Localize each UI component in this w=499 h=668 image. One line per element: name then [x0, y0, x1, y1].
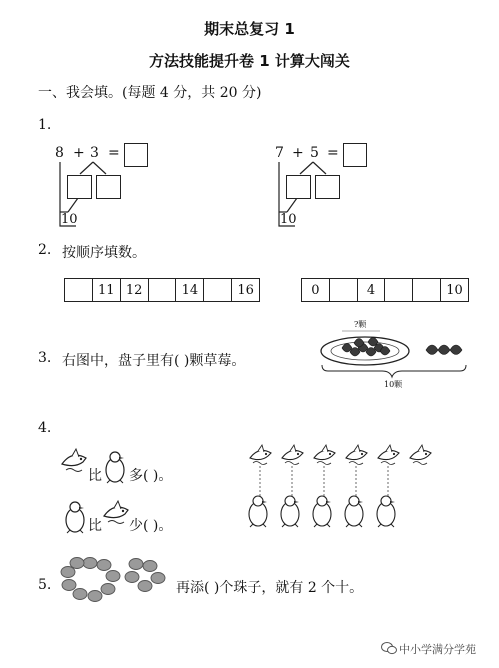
q4-line1-bi: 比 — [88, 468, 102, 484]
q1-left-b: 3 — [90, 145, 99, 161]
q3-number: 3. — [38, 350, 52, 366]
q1-left-op: + — [73, 145, 85, 161]
q2-prompt: 按顺序填数。 — [62, 245, 146, 261]
penguin-icon — [62, 500, 88, 534]
q4-line1-end: 多( )。 — [129, 468, 173, 484]
seq2-cell[interactable] — [330, 279, 358, 301]
beads-figure — [60, 556, 170, 606]
seq1-cell[interactable] — [149, 279, 177, 301]
seq2-cell: 4 — [358, 279, 386, 301]
q1-right-op: + — [292, 145, 304, 161]
q1-right-b: 5 — [310, 145, 319, 161]
seq1-cell[interactable] — [204, 279, 232, 301]
seq2-cell: 10 — [446, 282, 463, 298]
q3-total-label: 10颗 — [384, 380, 403, 389]
watermark-text: 中小学满分学苑 — [399, 643, 476, 656]
seq2-cell[interactable] — [413, 279, 441, 301]
q5-prompt: 再添( )个珠子，就有 2 个十。 — [176, 580, 364, 596]
q4-line2-bi: 比 — [88, 518, 102, 534]
seq1-cell[interactable] — [65, 279, 93, 301]
penguin-icon — [102, 450, 128, 484]
q1-right-eq: = — [327, 145, 339, 161]
seq1-cell: 12 — [121, 279, 149, 301]
total-brace — [322, 365, 466, 377]
q1-right-split-box-1[interactable] — [286, 175, 311, 199]
q1-left-a: 8 — [55, 145, 64, 161]
q1-right-a: 7 — [275, 145, 284, 161]
seq2-cell: 0 — [302, 279, 330, 301]
q2-sequence-1 — [64, 278, 260, 302]
q3-prompt: 右图中，盘子里有( )颗草莓。 — [62, 353, 246, 369]
section-heading: 一、我会填。(每题 4 分，共 20 分) — [38, 85, 262, 101]
q2-sequence-2 — [301, 278, 469, 302]
strawberry-plate-figure — [320, 318, 490, 398]
q4-line2-end: 少( )。 — [129, 518, 173, 534]
strawberries-outside-icon — [426, 345, 462, 355]
q1-left-eq: = — [108, 145, 120, 161]
shark-icon — [60, 448, 90, 476]
bead-cluster-icon — [125, 559, 165, 592]
shark-penguin-comparison-figure — [244, 442, 484, 542]
page-title: 期末总复习 1 — [204, 20, 295, 38]
bead-ring-icon — [61, 558, 120, 602]
q1-right-split-box-2[interactable] — [315, 175, 340, 199]
q1-left-ten: 10 — [61, 212, 78, 227]
wechat-icon — [381, 641, 397, 655]
seq1-cell: 11 — [93, 279, 121, 301]
q3-unknown-label: ?颗 — [354, 320, 367, 329]
q5-number: 5. — [38, 577, 52, 593]
q4-number: 4. — [38, 420, 52, 436]
q1-right-ten: 10 — [280, 212, 297, 227]
seq1-cell: 14 — [176, 279, 204, 301]
page-subtitle: 方法技能提升卷 1 计算大闯关 — [149, 52, 350, 70]
seq1-cell: 16 — [237, 282, 254, 298]
shark-icon — [102, 500, 132, 528]
q2-number: 2. — [38, 242, 52, 258]
seq2-cell[interactable] — [385, 279, 413, 301]
q1-number: 1. — [38, 117, 52, 133]
